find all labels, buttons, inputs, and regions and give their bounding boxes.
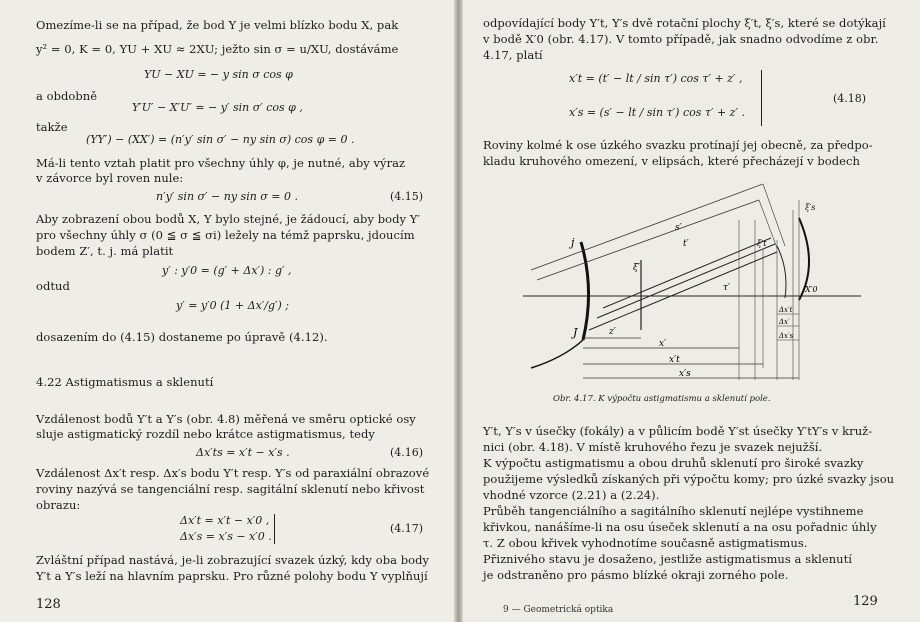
fig-label: X′0 (805, 285, 818, 294)
text-line: y² = 0, K = 0, YU + XU ≈ 2XU; ježto sin σ = u/XU, dostáváme (36, 42, 399, 56)
optics-figure (523, 180, 863, 392)
fig-label: ξ′t (757, 239, 767, 248)
equation-number: (4.17) (390, 522, 424, 535)
fig-label: x′ (659, 339, 667, 349)
principal-ray (589, 252, 777, 330)
equation: y′ : y′0 = (g′ + Δx′) : g′ , (162, 264, 292, 277)
text-line: 4.17, platí (483, 48, 543, 62)
text-line: takže (36, 120, 68, 134)
fig-label: x′s (679, 369, 691, 379)
text-line: odpovídající body Y′t, Y′s dvě rotační plochy ξ′t, ξ′s, které se dotýkají (483, 16, 886, 30)
text-line: křivkou, nanášíme-li na osu úseček sklenutí a na osu pořadnic úhly (483, 520, 877, 534)
equation: y′ = y′0 (1 + Δx′/g′) ; (176, 299, 290, 312)
text-line: Vzdálenost Δx′t resp. Δx′s bodu Y′t resp. Y′s od paraxiální obrazové (36, 466, 430, 480)
text-line: odtud (36, 279, 70, 293)
text-line: Průběh tangenciálního a sagitálního sklenutí nejlépe vystihneme (483, 504, 864, 518)
fig-label: Δx′ (779, 318, 790, 326)
guide-line (763, 184, 785, 246)
text-line: pro všechny úhly σ (0 ≦ σ ≦ σi) ležely na témž paprsku, jdoucím (36, 228, 415, 242)
text-line: použijeme výsledků získaných při výpočtu komy; pro úzké svazky jsou (483, 472, 895, 486)
brace (268, 514, 275, 544)
fig-label: j (571, 236, 575, 249)
brace (757, 70, 762, 126)
equation-number: (4.18) (833, 92, 867, 105)
lens-edge (531, 340, 583, 368)
text-line: obrazu: (36, 498, 81, 512)
equation: x′s = (s′ − lt / sin τ′) cos τ′ + z′ . (569, 106, 745, 119)
equation: YU − XU = − y sin σ cos φ (144, 68, 293, 81)
text-line: Aby zobrazení obou bodů X, Y bylo stejné, je žádoucí, aby body Y′ (36, 212, 421, 226)
text-line: kladu kruhového omezení, v elipsách, které přecházejí v bodech (483, 154, 860, 168)
text-line: K výpočtu astigmatismu a obou druhů sklenutí pro široké svazky (483, 456, 864, 470)
fig-label: Δx′s (779, 332, 794, 340)
fig-label: z′ (609, 327, 616, 337)
left-page (0, 0, 454, 622)
text-line: v závorce byl roven nule: (36, 171, 184, 185)
dimension-line-s (531, 184, 763, 270)
text-line: nici (obr. 4.18). V místě kruhového řezu je svazek nejužší. (483, 440, 823, 454)
text-line: vhodné vzorce (2.21) a (2.24). (483, 488, 660, 502)
lens-surface (581, 242, 589, 340)
fig-label: t′ (683, 239, 689, 249)
text-line: Omezíme-li se na případ, že bod Y je velmi blízko bodu X, pak (36, 18, 399, 32)
text-line: τ. Z obou křivek vyhodnotíme současně astigmatismus. (483, 536, 808, 550)
equation: Δx′ts = x′t − x′s . (196, 446, 290, 459)
section-heading: 4.22 Astigmatismus a sklenutí (36, 375, 214, 389)
fig-label: ξ′s (805, 203, 816, 212)
equation: (YY′) − (XX′) = (n′y′ sin σ′ − ny sin σ) cos φ = 0 . (86, 133, 355, 146)
text-line: Zvláštní případ nastává, je-li zobrazující svazek úzký, kdy oba body (36, 553, 430, 567)
fig-label: J (573, 326, 578, 339)
equation: Δx′s = x′s − x′0 . (180, 530, 272, 543)
equation: x′t = (t′ − lt / sin τ′) cos τ′ + z′ , (569, 72, 743, 85)
ray (597, 244, 775, 318)
text-line: sluje astigmatický rozdíl nebo krátce astigmatismus, tedy (36, 427, 375, 441)
page-number: 128 (36, 597, 61, 612)
text-line: Roviny kolmé k ose úzkého svazku protínají jej obecně, za předpo- (483, 138, 873, 152)
equation-number: (4.15) (390, 190, 424, 203)
text-line: Má-li tento vztah platit pro všechny úhly φ, je nutné, aby výraz (36, 156, 406, 170)
fig-label: τ′ (723, 283, 731, 293)
fig-label: x′t (669, 355, 680, 365)
text-line: dosazením do (4.15) dostaneme po úpravě (4.12). (36, 330, 328, 344)
text-line: v bodě X′0 (obr. 4.17). V tomto případě, jak snadno odvodíme z obr. (483, 32, 879, 46)
text-line: je odstraněno pro pásmo blízké okraji zorného pole. (483, 568, 789, 582)
fig-label: ξ′ (633, 263, 641, 273)
text-line: a obdobně (36, 89, 98, 103)
fig-label: Δx′t (779, 306, 793, 314)
figure-caption: Obr. 4.17. K výpočtu astigmatismu a sklenutí pole. (553, 394, 771, 404)
image-surface-inner (777, 246, 786, 298)
text-line: Přiznivého stavu je dosaženo, jestliže astigmatismus a sklenutí (483, 552, 853, 566)
text-line: Y′t a Y′s leží na hlavním paprsku. Pro různé polohy bodu Y vyplňují (36, 569, 428, 583)
text-line: Y′t, Y′s v úsečky (fokály) a v půlicím bodě Y′st úsečky Y′tY′s v kruž- (483, 424, 873, 438)
fig-label: s′ (675, 223, 682, 233)
right-page (463, 0, 920, 622)
page-footer: 9 — Geometrická optika (503, 605, 614, 615)
text-line: Vzdálenost bodů Y′t a Y′s (obr. 4.8) měřená ve směru optické osy (36, 412, 416, 426)
equation: Δx′t = x′t − x′0 , (180, 514, 270, 527)
text-line: bodem Z′, t. j. má platit (36, 244, 174, 258)
page-number: 129 (853, 594, 878, 609)
equation-number: (4.16) (390, 446, 424, 459)
book-gutter (454, 0, 463, 622)
text-line: roviny nazývá se tangenciální resp. sagitální sklenutí nebo křivost (36, 482, 425, 496)
equation: Y′U′ − X′U′ = − y′ sin σ′ cos φ , (132, 101, 303, 114)
equation: n′y′ sin σ′ − ny sin σ = 0 . (156, 190, 299, 203)
